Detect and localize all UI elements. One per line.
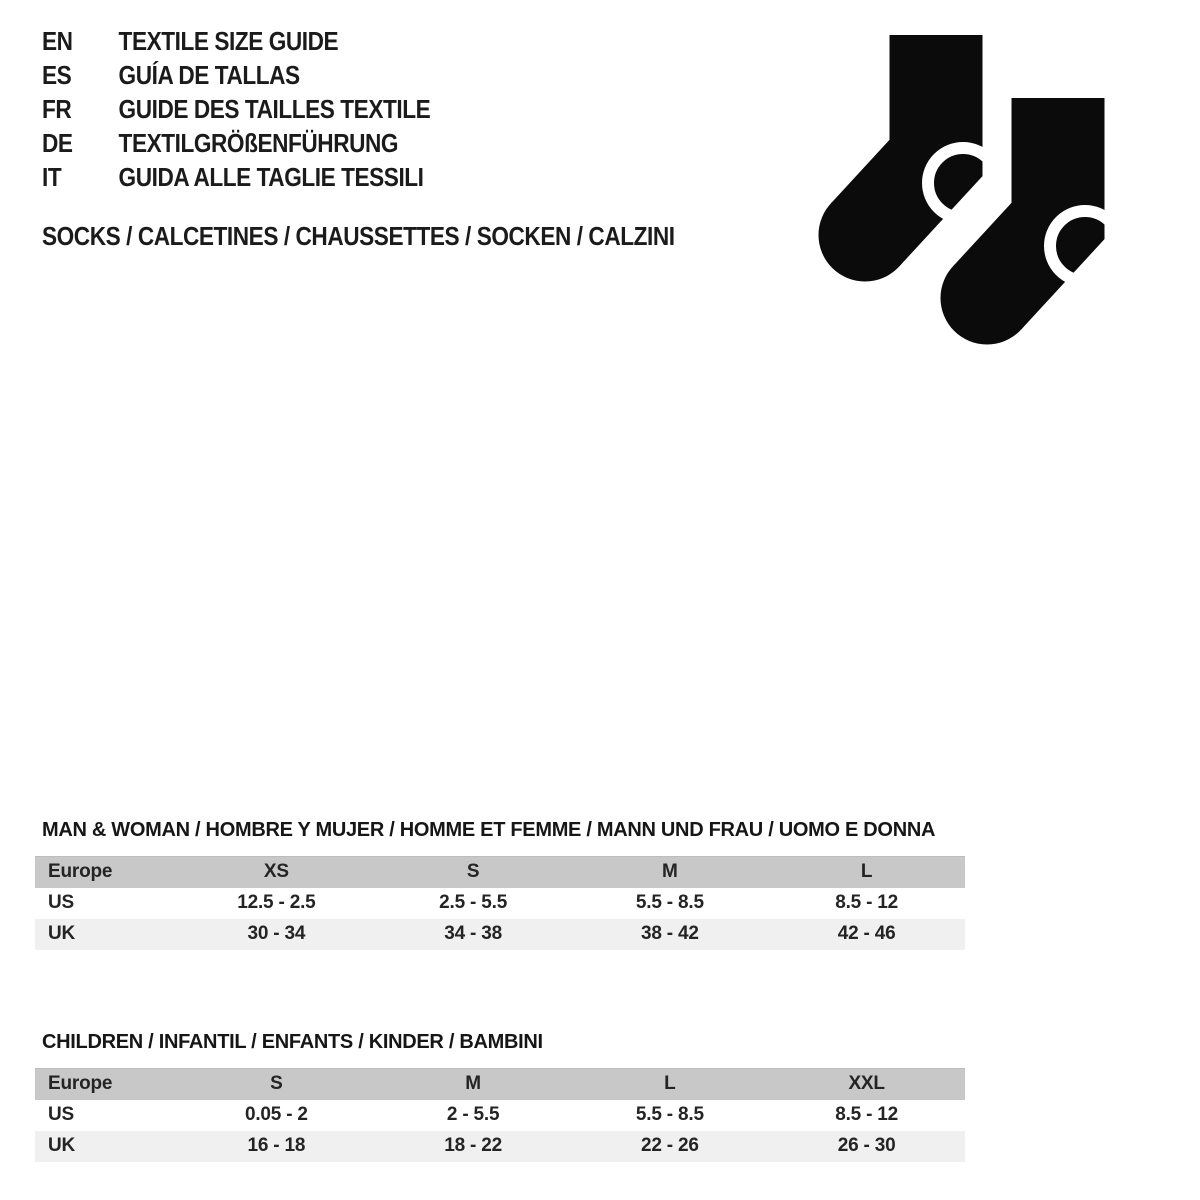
lang-code: FR xyxy=(42,94,72,124)
size-cell: 5.5 - 8.5 xyxy=(635,892,704,913)
size-cell: 8.5 - 12 xyxy=(835,1104,899,1125)
row-label: UK xyxy=(48,923,76,944)
lang-code: IT xyxy=(42,162,62,192)
lang-row-fr xyxy=(42,92,430,126)
lang-label: GUIDE DES TAILLES TEXTILE xyxy=(118,94,431,124)
size-cell: 30 - 34 xyxy=(247,923,306,944)
size-cell: 2 - 5.5 xyxy=(446,1104,500,1125)
children-size-table xyxy=(35,1068,965,1162)
size-cell: 34 - 38 xyxy=(444,923,502,944)
lang-code: ES xyxy=(42,60,72,90)
lang-row-de xyxy=(42,126,430,160)
socks-icon xyxy=(815,30,1115,350)
adult-table-header-row xyxy=(35,857,965,888)
column-header-europe: Europe xyxy=(48,861,113,883)
product-type-title: SOCKS / CALCETINES / CHAUSSETTES / SOCKEN / CALZINI xyxy=(42,221,675,251)
column-header-s: S xyxy=(466,861,480,883)
column-header-europe: Europe xyxy=(48,1073,113,1095)
lang-label: GUIDA ALLE TAGLIE TESSILI xyxy=(118,162,424,192)
size-cell: 0.05 - 2 xyxy=(244,1104,308,1125)
lang-row-it xyxy=(42,160,430,194)
adult-section-title: MAN & WOMAN / HOMBRE Y MUJER / HOMME ET FEMME / MANN UND FRAU / UOMO E DONNA xyxy=(42,819,936,841)
size-cell: 18 - 22 xyxy=(444,1135,502,1156)
table-row-us xyxy=(35,1100,965,1131)
lang-label: TEXTILGRÖßENFÜHRUNG xyxy=(118,128,399,158)
size-cell: 2.5 - 5.5 xyxy=(439,892,508,913)
size-cell: 16 - 18 xyxy=(247,1135,306,1156)
adult-size-table xyxy=(35,856,965,950)
size-cell: 26 - 30 xyxy=(837,1135,896,1156)
lang-label: TEXTILE SIZE GUIDE xyxy=(118,26,339,56)
column-header-m: M xyxy=(465,1073,481,1095)
language-title-block xyxy=(42,24,488,194)
size-cell: 22 - 26 xyxy=(640,1135,699,1156)
size-cell: 38 - 42 xyxy=(640,923,699,944)
size-cell: 8.5 - 12 xyxy=(835,892,899,913)
column-header-s: S xyxy=(270,1073,283,1095)
column-header-l: L xyxy=(860,861,873,883)
column-header-m: M xyxy=(662,861,678,883)
children-table-header-row xyxy=(35,1069,965,1100)
size-cell: 12.5 - 2.5 xyxy=(237,892,316,913)
table-row-uk xyxy=(35,1131,965,1162)
children-section-title: CHILDREN / INFANTIL / ENFANTS / KINDER / BAMBINI xyxy=(42,1031,543,1053)
lang-code: EN xyxy=(42,26,73,56)
column-header-xs: XS xyxy=(263,861,289,883)
sock-left-shape xyxy=(819,35,999,282)
column-header-xxl: XXL xyxy=(848,1073,885,1095)
row-label: US xyxy=(48,1104,74,1125)
row-label: US xyxy=(48,892,74,913)
lang-label: GUÍA DE TALLAS xyxy=(118,60,300,90)
lang-row-es xyxy=(42,58,430,92)
lang-row-en xyxy=(42,24,430,58)
size-cell: 42 - 46 xyxy=(837,923,896,944)
lang-code: DE xyxy=(42,128,73,158)
table-row-us xyxy=(35,888,965,919)
size-cell: 5.5 - 8.5 xyxy=(635,1104,704,1125)
row-label: UK xyxy=(48,1135,76,1156)
column-header-l: L xyxy=(664,1073,676,1095)
table-row-uk xyxy=(35,919,965,950)
